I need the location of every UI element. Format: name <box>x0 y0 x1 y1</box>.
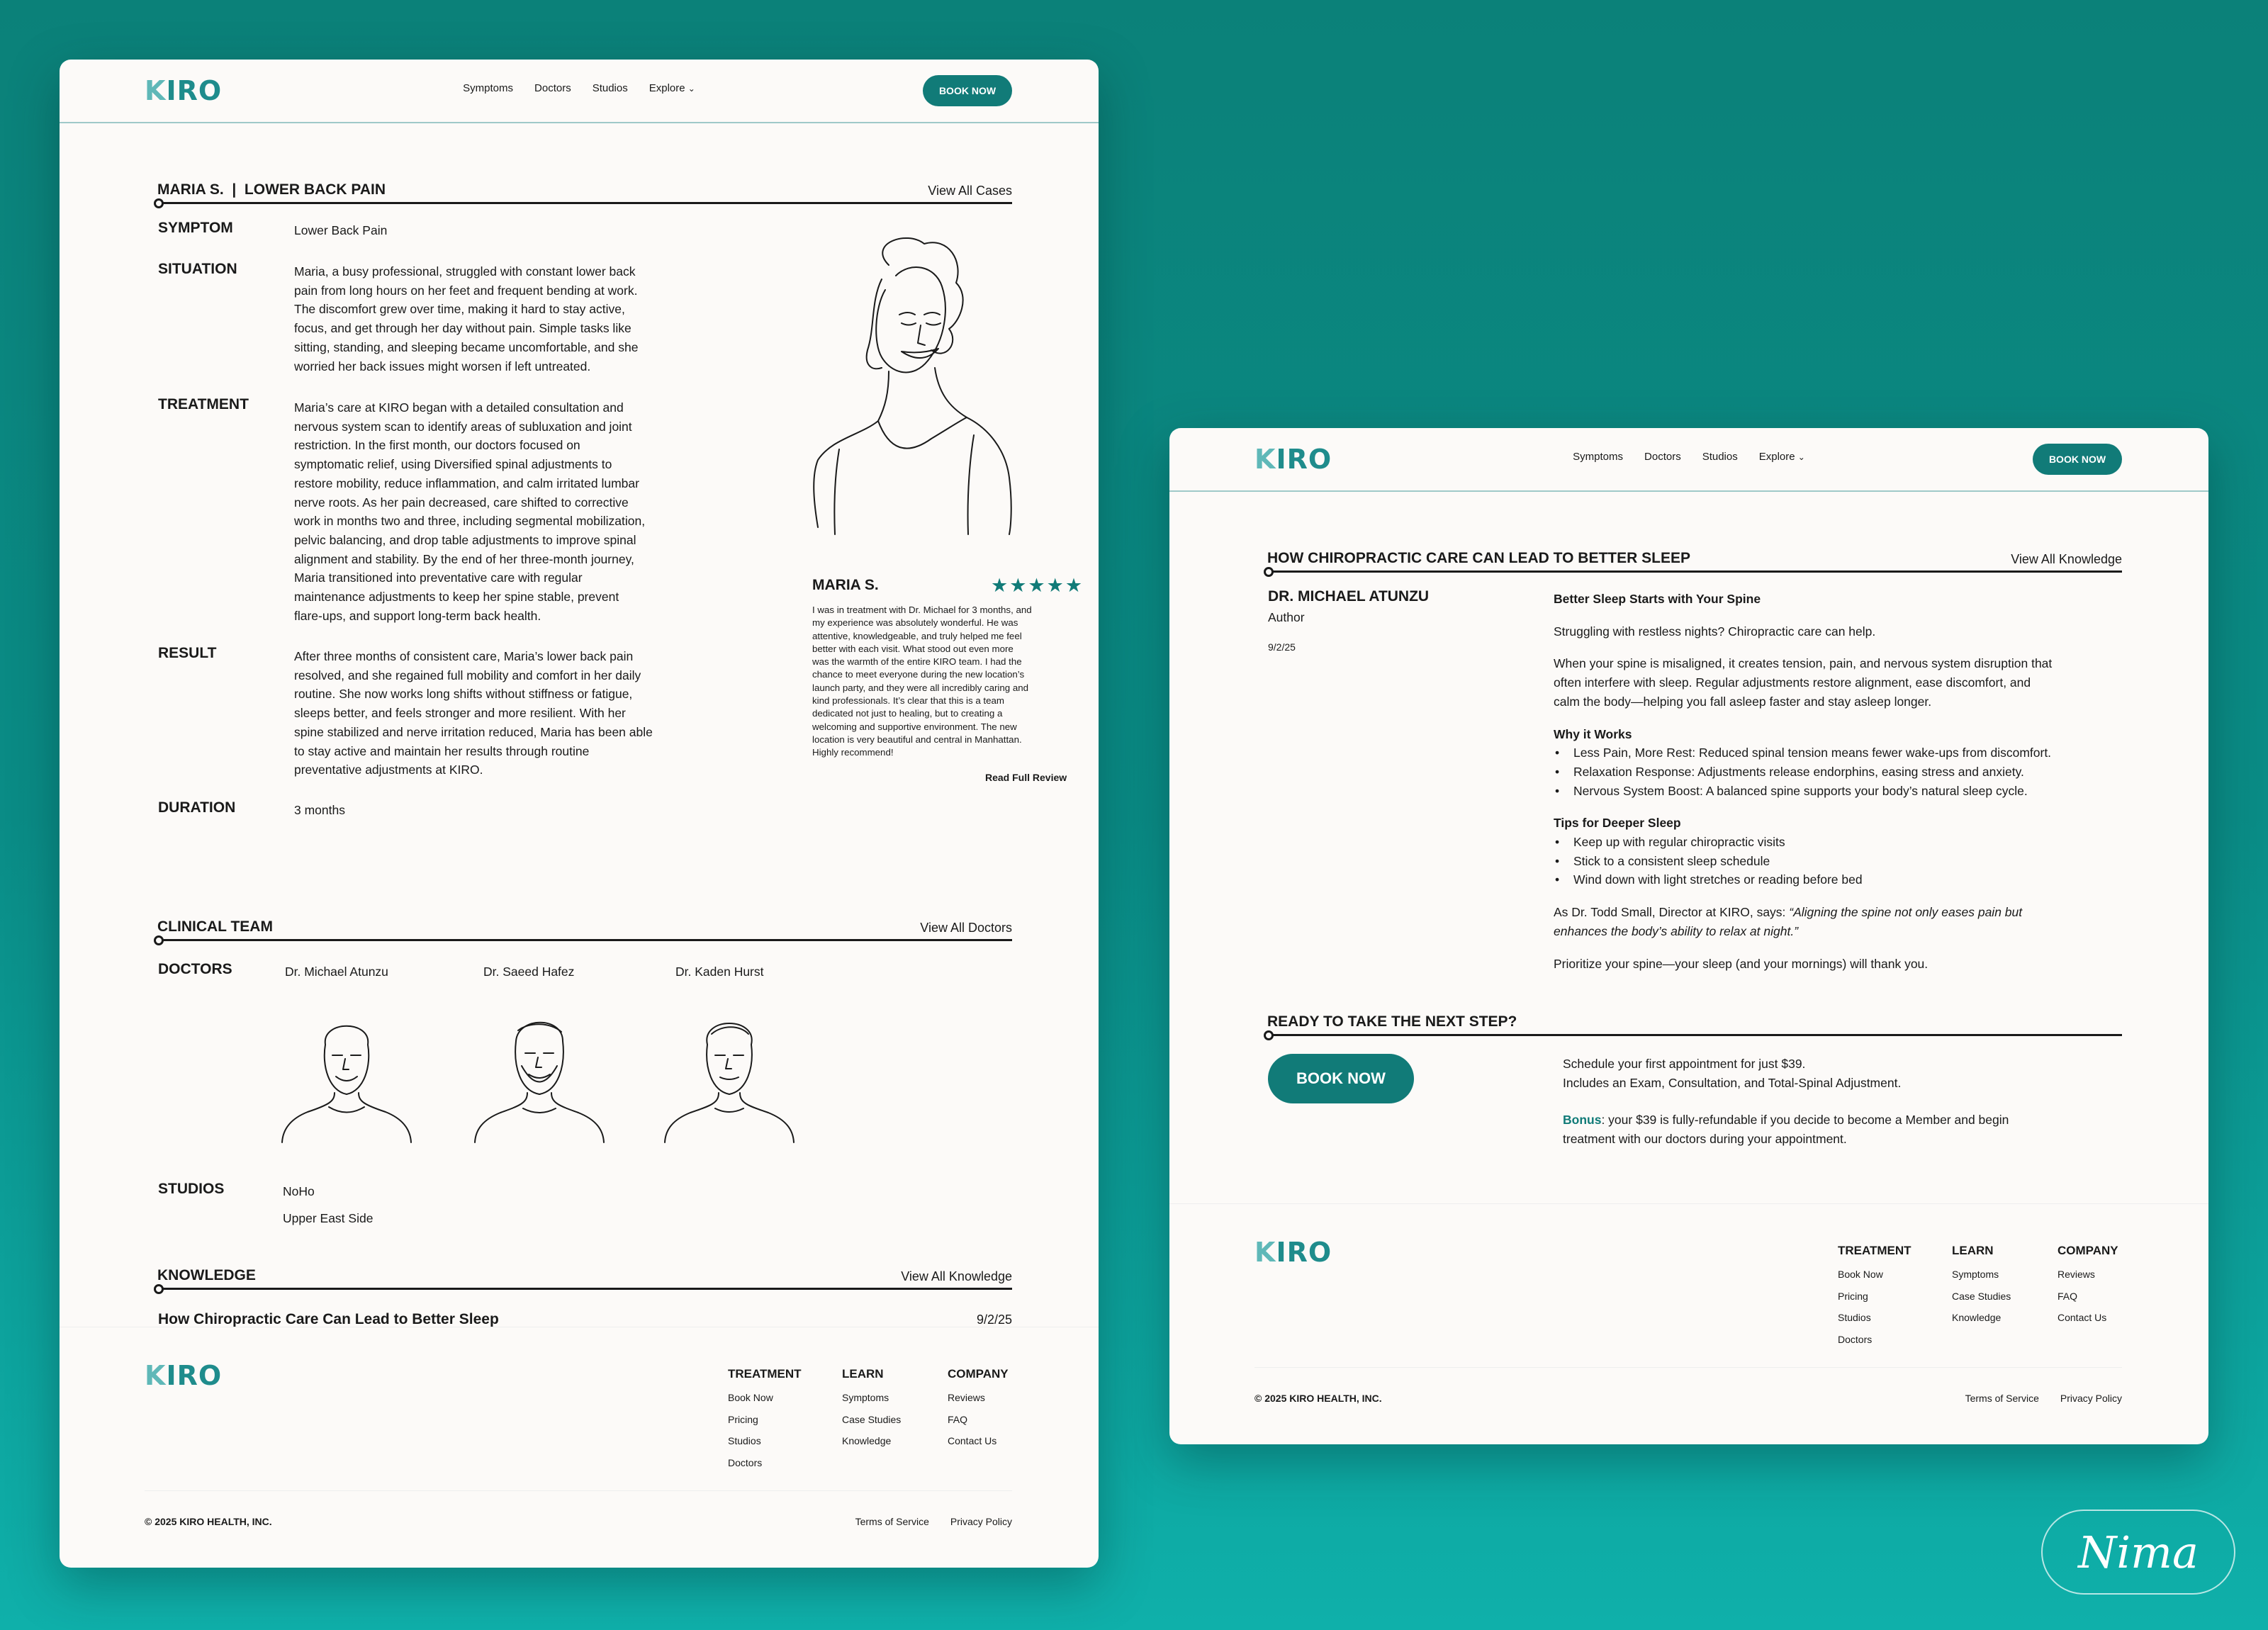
footer-link[interactable]: Book Now <box>728 1392 773 1403</box>
footer-legal-links <box>1965 1393 2122 1404</box>
doctor-portrait-saeed[interactable] <box>472 1016 607 1144</box>
designer-signature: Nima <box>2041 1510 2235 1595</box>
footer-treatment-column <box>728 1367 802 1473</box>
situation-text <box>294 262 638 376</box>
cta-line: Includes an Exam, Consultation, and Total-Spinal Adjustment. <box>1563 1075 1902 1090</box>
rule-dot <box>1264 567 1274 577</box>
footer-link[interactable]: Studios <box>1838 1312 1871 1323</box>
footer-link[interactable]: Doctors <box>728 1456 763 1468</box>
article-paragraph <box>1554 654 2135 711</box>
studio-noho[interactable]: NoHo <box>283 1184 315 1198</box>
situation-line: worried her back issues might worsen if left untreated. <box>294 359 591 373</box>
treatment-line: symptomatic relief, using Diversified spinal adjustments to <box>294 457 612 472</box>
section-rule <box>1270 570 2122 573</box>
case-study-page <box>60 60 1099 1568</box>
star-rating: ★★★★★ <box>991 575 1084 596</box>
view-all-knowledge-link[interactable]: View All Knowledge <box>901 1269 1012 1283</box>
footer-divider <box>145 1490 1012 1491</box>
paragraph-line: When your spine is misaligned, it creates tension, pain, and nervous system disruption that <box>1554 656 2053 671</box>
clinical-team-title: CLINICAL TEAM <box>157 918 273 935</box>
article-closing: Prioritize your spine—your sleep (and your mornings) will thank you. <box>1554 956 1929 971</box>
footer-link[interactable]: Doctors <box>1838 1333 1873 1345</box>
quote-text: enhances the body’s ability to relax at night.” <box>1554 923 1799 938</box>
list-item: • Keep up with regular chiropractic visits <box>1554 833 2135 852</box>
paragraph-line: calm the body—helping you fall asleep faster and stay asleep longer. <box>1554 694 1932 709</box>
footer-company-column <box>2058 1244 2118 1329</box>
why-heading: Why it Works <box>1554 726 1632 741</box>
doctor-portrait-michael[interactable] <box>279 1016 414 1144</box>
book-now-button[interactable]: BOOK NOW <box>923 75 1012 106</box>
nav-explore-label: Explore <box>1758 451 1795 463</box>
list-item: • Relaxation Response: Adjustments release endorphins, easing stress and anxiety. <box>1554 763 2135 782</box>
footer-link[interactable]: Symptoms <box>1952 1269 1999 1280</box>
rule-dot <box>1264 1030 1274 1040</box>
rule-dot <box>154 935 164 945</box>
view-all-doctors-link[interactable]: View All Doctors <box>920 921 1012 935</box>
quote-text: “Aligning the spine not only eases pain but <box>1789 905 2023 920</box>
list-item: • Wind down with light stretches or reading before bed <box>1554 870 2135 889</box>
result-line: routine. She now works long shifts without stiffness or fatigue, <box>294 687 633 702</box>
review-line: attentive, knowledgeable, and truly helped me feel <box>812 630 1022 641</box>
knowledge-header <box>156 1259 1012 1290</box>
kiro-logo[interactable]: KIRO <box>145 75 223 106</box>
treatment-line: pelvic balancing, and drop table adjustments to improve spinal <box>294 532 636 547</box>
review-line: welcoming and supportive environment. The new <box>812 721 1017 732</box>
cta-line: Schedule your first appointment for just $39. <box>1563 1057 1806 1071</box>
knowledge-article-date: 9/2/25 <box>976 1313 1012 1327</box>
copyright: © 2025 KIRO HEALTH, INC. <box>1254 1393 1382 1404</box>
doctor-name[interactable]: Dr. Kaden Hurst <box>675 965 764 979</box>
footer-link[interactable]: Pricing <box>1838 1290 1868 1302</box>
footer-treatment-heading: TREATMENT <box>728 1367 802 1381</box>
nav-studios[interactable]: Studios <box>1702 451 1738 463</box>
studios-label: STUDIOS <box>158 1181 225 1197</box>
result-label: RESULT <box>158 645 217 661</box>
footer-learn-column <box>1952 1244 2011 1329</box>
situation-line: focus, and get through her day without pain. Simple tasks like <box>294 321 631 336</box>
footer-treatment-column <box>1838 1244 1911 1350</box>
treatment-line: maintenance adjustments to keep her spine stable, prevent <box>294 590 619 605</box>
top-nav <box>1169 428 2208 492</box>
nav-doctors[interactable]: Doctors <box>534 82 571 94</box>
footer-link[interactable]: FAQ <box>948 1413 968 1425</box>
footer-link[interactable]: Reviews <box>948 1392 985 1403</box>
nav-symptoms[interactable]: Symptoms <box>463 82 514 94</box>
knowledge-article-page <box>1169 428 2208 1444</box>
review-author: MARIA S. <box>812 577 879 593</box>
kiro-logo[interactable]: KIRO <box>1254 444 1332 475</box>
footer-link[interactable]: Knowledge <box>1952 1312 2002 1323</box>
book-now-button[interactable]: BOOK NOW <box>2033 444 2122 475</box>
bonus-label: Bonus <box>1563 1113 1602 1128</box>
footer-legal-links <box>855 1516 1012 1527</box>
terms-link[interactable]: Terms of Service <box>855 1516 929 1527</box>
article-subtitle: Better Sleep Starts with Your Spine <box>1554 592 1761 606</box>
rule-dot <box>154 198 164 208</box>
footer-learn-heading: LEARN <box>1952 1244 1994 1257</box>
nav-explore[interactable] <box>1759 451 1805 463</box>
footer-link[interactable]: Case Studies <box>1952 1290 2011 1302</box>
footer-treatment-heading: TREATMENT <box>1838 1244 1911 1257</box>
section-rule <box>1270 1034 2122 1036</box>
nav-symptoms[interactable]: Symptoms <box>1573 451 1624 463</box>
book-now-cta-button[interactable]: BOOK NOW <box>1268 1054 1414 1103</box>
article-date: 9/2/25 <box>1268 641 1296 653</box>
cta-title: READY TO TAKE THE NEXT STEP? <box>1267 1013 1517 1030</box>
result-line: to stay active and maintain her results through routine <box>294 743 590 758</box>
duration-value: 3 months <box>294 803 345 817</box>
footer-link[interactable]: Pricing <box>728 1413 758 1425</box>
review-line: better with each visit. What stood out even more <box>812 643 1014 654</box>
cta-bonus <box>1563 1111 2009 1130</box>
situation-label: SITUATION <box>158 261 237 277</box>
terms-link[interactable]: Terms of Service <box>1965 1393 2039 1404</box>
situation-line: pain from long hours on her feet and frequent bending at work. <box>294 283 638 298</box>
author-role: Author <box>1268 610 1305 624</box>
footer-logo[interactable]: KIRO <box>1254 1237 1332 1268</box>
cta-text <box>1563 1055 2009 1149</box>
privacy-link[interactable]: Privacy Policy <box>950 1516 1012 1527</box>
footer-logo[interactable]: KIRO <box>145 1360 223 1391</box>
knowledge-title: KNOWLEDGE <box>157 1267 256 1283</box>
review-line: launch party, and they were all incredibly caring and <box>812 682 1029 693</box>
rule-dot <box>154 1284 164 1294</box>
doctor-name[interactable]: Dr. Saeed Hafez <box>483 965 575 979</box>
tips-heading: Tips for Deeper Sleep <box>1554 816 1681 831</box>
footer-link[interactable]: FAQ <box>2058 1290 2078 1302</box>
result-text <box>294 647 653 780</box>
privacy-link[interactable]: Privacy Policy <box>2060 1393 2122 1404</box>
bonus-text: treatment with our doctors during your appointment. <box>1563 1132 1847 1147</box>
treatment-line: nervous system scan to identify areas of subluxation and joint <box>294 419 632 434</box>
article-intro: Struggling with restless nights? Chiropractic care can help. <box>1554 624 1876 639</box>
nav-explore-label: Explore <box>649 82 685 94</box>
footer-learn-column <box>842 1367 901 1452</box>
read-full-review-link[interactable]: Read Full Review <box>985 772 1067 783</box>
list-item: • Stick to a consistent sleep schedule <box>1554 852 2135 871</box>
chevron-down-icon: ⌄ <box>1797 452 1805 462</box>
symptom-label: SYMPTOM <box>158 220 233 236</box>
case-header <box>156 173 1012 204</box>
treatment-line: nerve roots. As her pain decreased, care shifted to corrective <box>294 495 629 510</box>
article-body <box>1554 590 2135 973</box>
treatment-label: TREATMENT <box>158 396 249 412</box>
doctor-portrait-kaden[interactable] <box>662 1016 797 1144</box>
footer-link[interactable]: Contact Us <box>948 1435 997 1446</box>
article-title: HOW CHIROPRACTIC CARE CAN LEAD TO BETTER SLEEP <box>1267 550 1690 566</box>
review-line: chance to meet everyone during the new location’s <box>812 669 1025 680</box>
situation-line: Maria, a busy professional, struggled with constant lower back <box>294 264 636 279</box>
result-line: After three months of consistent care, Maria’s lower back pain <box>294 649 634 663</box>
section-rule <box>160 939 1012 941</box>
article-author: DR. MICHAEL ATUNZU <box>1268 588 1430 605</box>
doctor-name[interactable]: Dr. Michael Atunzu <box>285 965 388 979</box>
chevron-down-icon: ⌄ <box>687 84 695 94</box>
site-footer <box>1169 1203 2208 1444</box>
footer-link[interactable]: Studios <box>728 1435 761 1446</box>
list-item: • Nervous System Boost: A balanced spine supports your body’s natural sleep cycle. <box>1554 782 2135 801</box>
article-quote <box>1554 903 2135 940</box>
paragraph-line: often interfere with sleep. Regular adjustments restore alignment, ease discomfort, and <box>1554 675 2031 690</box>
review-text <box>812 604 1032 760</box>
review-line: was the warmth of the entire KIRO team. I had the <box>812 656 1022 668</box>
footer-company-heading: COMPANY <box>2058 1244 2118 1257</box>
knowledge-article-link[interactable]: How Chiropractic Care Can Lead to Better Sleep <box>158 1311 499 1327</box>
footer-link[interactable]: Book Now <box>1838 1269 1883 1280</box>
footer-link[interactable]: Knowledge <box>842 1435 892 1446</box>
patient-portrait-illustration <box>782 223 1016 549</box>
treatment-line: Maria’s care at KIRO began with a detailed consultation and <box>294 400 624 415</box>
why-list <box>1554 743 2135 800</box>
bonus-text: : your $39 is fully-refundable if you decide to become a Member and begin <box>1601 1113 2009 1128</box>
review-line: I was in treatment with Dr. Michael for 3 months, and <box>812 605 1032 615</box>
treatment-line: restore mobility, reduce inflammation, and calm irritated lumbar <box>294 476 639 490</box>
result-line: sleeps better, and feels stronger and more resilient. With her <box>294 706 626 721</box>
treatment-line: flare-ups, and support long-term back health. <box>294 608 541 623</box>
list-item: • Less Pain, More Rest: Reduced spinal tension means fewer wake-ups from discomfort. <box>1554 743 2135 763</box>
nav-studios[interactable]: Studios <box>592 82 628 94</box>
footer-link[interactable]: Case Studies <box>842 1413 902 1425</box>
footer-link[interactable]: Reviews <box>2058 1269 2095 1280</box>
section-rule <box>160 1288 1012 1290</box>
nav-explore[interactable] <box>649 82 695 94</box>
doctors-label: DOCTORS <box>158 961 232 977</box>
clinical-team-header <box>156 910 1012 941</box>
studio-upper-east-side[interactable]: Upper East Side <box>283 1211 374 1225</box>
result-line: spine stabilized and nerve irritation reduced, Maria has been able <box>294 724 653 739</box>
review-line: my experience was absolutely wonderful. He was <box>812 617 1018 629</box>
footer-learn-heading: LEARN <box>842 1367 884 1381</box>
footer-link[interactable]: Symptoms <box>842 1392 889 1403</box>
review-line: dedicated not just to healing, but to creating a <box>812 708 1003 719</box>
situation-line: sitting, standing, and sleeping became uncomfortable, and she <box>294 339 639 354</box>
footer-company-column <box>948 1367 1009 1452</box>
review-line: location is very beautiful and central in Manhattan. <box>812 734 1022 745</box>
nav-doctors[interactable]: Doctors <box>1644 451 1681 463</box>
result-line: preventative adjustments at KIRO. <box>294 763 483 777</box>
treatment-text <box>294 398 645 625</box>
treatment-line: Maria transitioned into preventative care with regular <box>294 570 583 585</box>
view-all-cases-link[interactable]: View All Cases <box>928 184 1012 198</box>
symptom-value: Lower Back Pain <box>294 223 388 237</box>
article-header <box>1266 541 2122 573</box>
view-all-knowledge-link[interactable]: View All Knowledge <box>2011 552 2122 566</box>
copyright: © 2025 KIRO HEALTH, INC. <box>145 1516 272 1527</box>
case-title: MARIA S. | LOWER BACK PAIN <box>157 181 386 198</box>
quote-attribution: As Dr. Todd Small, Director at KIRO, says: <box>1554 905 1790 920</box>
footer-company-heading: COMPANY <box>948 1367 1009 1381</box>
footer-divider <box>1254 1367 2122 1368</box>
treatment-line: restriction. In the first month, our doctors focused on <box>294 438 580 453</box>
treatment-line: work in months two and three, including segmental mobilization, <box>294 514 646 529</box>
duration-label: DURATION <box>158 799 236 816</box>
result-line: resolved, and she regained full mobility and comfort in her daily <box>294 668 641 682</box>
site-footer <box>60 1327 1099 1568</box>
top-nav <box>60 60 1099 123</box>
cta-header <box>1266 1005 2122 1036</box>
footer-link[interactable]: Contact Us <box>2058 1312 2107 1323</box>
situation-line: The discomfort grew over time, making it hard to stay active, <box>294 302 625 317</box>
section-rule <box>160 202 1012 204</box>
review-line: kind professionals. It’s clear that this is a team <box>812 695 1004 707</box>
tips-list <box>1554 833 2135 889</box>
review-line: Highly recommend! <box>812 747 894 758</box>
treatment-line: alignment and stability. By the end of her three-month journey, <box>294 551 634 566</box>
